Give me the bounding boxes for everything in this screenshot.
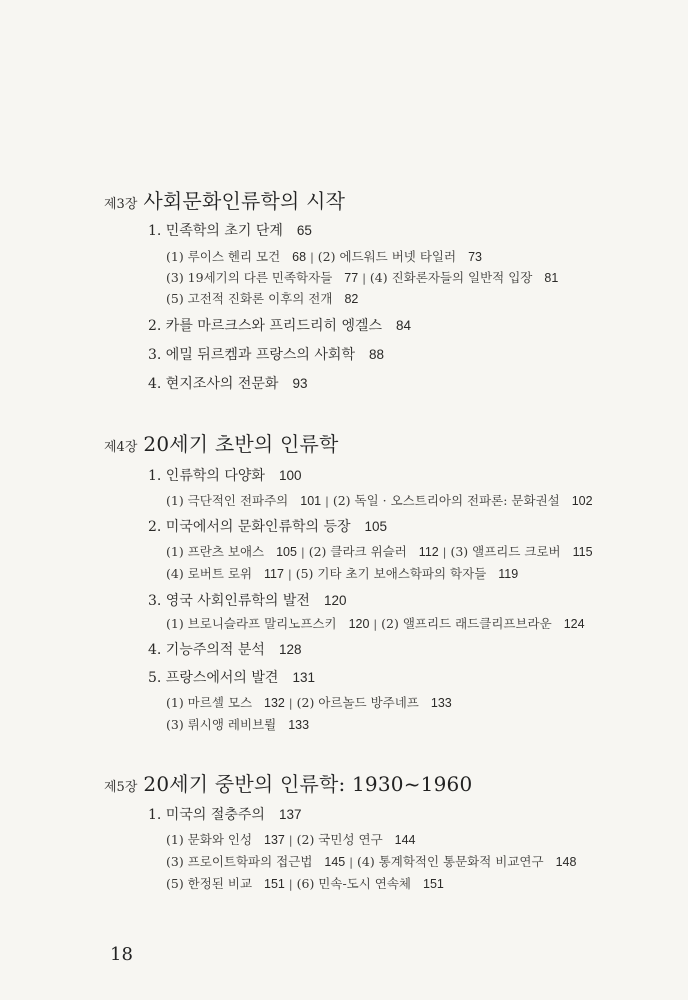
page-number: 112 <box>418 545 439 559</box>
section-title: 1. 미국의 절충주의 <box>148 807 265 823</box>
toc-section <box>148 590 346 610</box>
toc-subsection <box>166 614 585 632</box>
separator: | <box>325 495 329 508</box>
subsection-title: (4) 진화론자들의 일반적 입장 <box>369 270 533 285</box>
page-number: 119 <box>498 567 519 581</box>
page-number: 105 <box>364 519 388 534</box>
page-number: 93 <box>292 376 308 391</box>
separator: | <box>442 546 447 559</box>
separator: | <box>288 834 293 847</box>
toc-section <box>148 465 301 485</box>
page-number: 137 <box>264 833 285 847</box>
section-title: 3. 에밀 뒤르켐과 프랑스의 사회학 <box>148 347 355 363</box>
toc-section <box>148 315 411 335</box>
toc-subsection <box>166 268 558 286</box>
page-number: 102 <box>571 494 593 508</box>
subsection-title: (1) 문화와 인성 <box>166 832 253 847</box>
page-number: 148 <box>555 855 577 869</box>
section-title: 2. 미국에서의 문화인류학의 등장 <box>148 519 351 535</box>
section-title: 1. 민족학의 초기 단계 <box>148 223 283 239</box>
chapter-heading-4 <box>104 428 339 457</box>
page-number: 145 <box>324 855 346 869</box>
page-number: 82 <box>344 292 359 306</box>
subsection-title: (3) 뤼시앵 레비브륄 <box>166 717 277 732</box>
separator: | <box>287 568 292 581</box>
toc-section <box>148 220 312 240</box>
chapter-heading-5 <box>104 768 472 797</box>
page-number: 100 <box>278 468 302 483</box>
chapter-title: 20세기 중반의 인류학: 1930~1960 <box>143 772 473 796</box>
chapter-title: 사회문화인류학의 시작 <box>143 189 346 213</box>
page-number: 137 <box>278 807 302 822</box>
page-number: 128 <box>278 642 302 657</box>
section-title: 3. 영국 사회인류학의 발전 <box>148 593 310 609</box>
subsection-title: (5) 기타 초기 보애스학파의 학자들 <box>295 566 487 581</box>
subsection-title: (4) 통계학적인 통문화적 비교연구 <box>356 854 544 869</box>
page-number: 120 <box>323 593 347 608</box>
separator: | <box>288 878 293 891</box>
page-folio: 18 <box>110 944 133 965</box>
subsection-title: (1) 루이스 헨리 모건 <box>166 249 281 264</box>
page-number: 101 <box>300 494 322 508</box>
toc-subsection <box>166 693 452 711</box>
chapter-label: 제3장 <box>104 197 138 212</box>
page-number: 133 <box>288 718 310 732</box>
page-number: 105 <box>276 545 297 559</box>
subsection-title: (5) 고전적 진화론 이후의 전개 <box>166 291 333 306</box>
toc-subsection <box>166 247 482 265</box>
subsection-title: (6) 민속-도시 연속체 <box>296 876 412 891</box>
page-number: 68 <box>292 250 307 264</box>
chapter-title: 20세기 초반의 인류학 <box>143 432 339 456</box>
subsection-title: (1) 마르셀 모스 <box>166 695 253 710</box>
page-number: 133 <box>430 696 452 710</box>
subsection-title: (1) 브로니슬라프 말리노프스키 <box>166 616 337 631</box>
page-number: 84 <box>396 318 412 333</box>
subsection-title: (2) 독일 · 오스트리아의 전파론: 문화권설 <box>332 493 560 508</box>
page-number: 124 <box>563 617 585 631</box>
section-title: 1. 인류학의 다양화 <box>148 468 265 484</box>
toc-subsection <box>166 830 416 848</box>
toc-subsection <box>166 542 593 560</box>
toc-subsection <box>166 564 518 582</box>
page-number: 73 <box>468 250 482 264</box>
subsection-title: (3) 19세기의 다른 민족학자들 <box>166 270 333 285</box>
toc-subsection <box>166 491 593 509</box>
section-title: 5. 프랑스에서의 발견 <box>148 670 279 686</box>
subsection-title: (2) 국민성 연구 <box>296 832 383 847</box>
separator: | <box>310 251 314 264</box>
page-number: 117 <box>264 567 284 581</box>
subsection-title: (3) 프로이트학파의 접근법 <box>166 854 313 869</box>
toc-subsection <box>166 715 309 733</box>
page-number: 120 <box>348 617 370 631</box>
chapter-label: 제5장 <box>104 780 138 795</box>
toc-section <box>148 804 301 824</box>
page-number: 77 <box>344 271 359 285</box>
separator: | <box>288 697 293 710</box>
toc-section <box>148 516 387 536</box>
page-number: 115 <box>572 545 593 559</box>
page-number: 88 <box>368 347 385 362</box>
section-title: 4. 기능주의적 분석 <box>148 642 265 658</box>
page-number: 131 <box>292 670 315 685</box>
page-number: 132 <box>264 696 285 710</box>
toc-section <box>148 639 301 659</box>
page-number: 81 <box>544 271 559 285</box>
subsection-title: (1) 프란츠 보애스 <box>166 544 265 559</box>
subsection-title: (2) 앨프리드 래드클리프브라운 <box>381 616 552 631</box>
section-title: 4. 현지조사의 전문화 <box>148 376 279 392</box>
toc-subsection <box>166 852 576 870</box>
toc-section <box>148 667 315 687</box>
separator: | <box>300 546 305 559</box>
toc-section <box>148 373 307 393</box>
toc-section <box>148 344 384 364</box>
toc-subsection <box>166 289 358 307</box>
subsection-title: (2) 클라크 위슬러 <box>308 544 407 559</box>
subsection-title: (2) 에드워드 버넷 타일러 <box>317 249 457 264</box>
subsection-title: (3) 앨프리드 크로버 <box>450 544 561 559</box>
subsection-title: (4) 로버트 로위 <box>166 566 253 581</box>
chapter-heading-3 <box>104 185 345 214</box>
subsection-title: (1) 극단적인 전파주의 <box>166 493 289 508</box>
subsection-title: (5) 한정된 비교 <box>166 876 253 891</box>
page-number: 151 <box>264 877 285 891</box>
separator: | <box>373 618 378 631</box>
chapter-label: 제4장 <box>104 440 138 455</box>
page-number: 151 <box>423 877 444 891</box>
section-title: 2. 카를 마르크스와 프리드리히 엥겔스 <box>148 318 383 334</box>
page-number: 144 <box>394 833 416 847</box>
page-number: 65 <box>296 223 312 238</box>
toc-subsection <box>166 874 444 892</box>
subsection-title: (2) 아르놀드 방주네프 <box>296 695 419 710</box>
separator: | <box>362 272 366 285</box>
separator: | <box>349 856 353 869</box>
